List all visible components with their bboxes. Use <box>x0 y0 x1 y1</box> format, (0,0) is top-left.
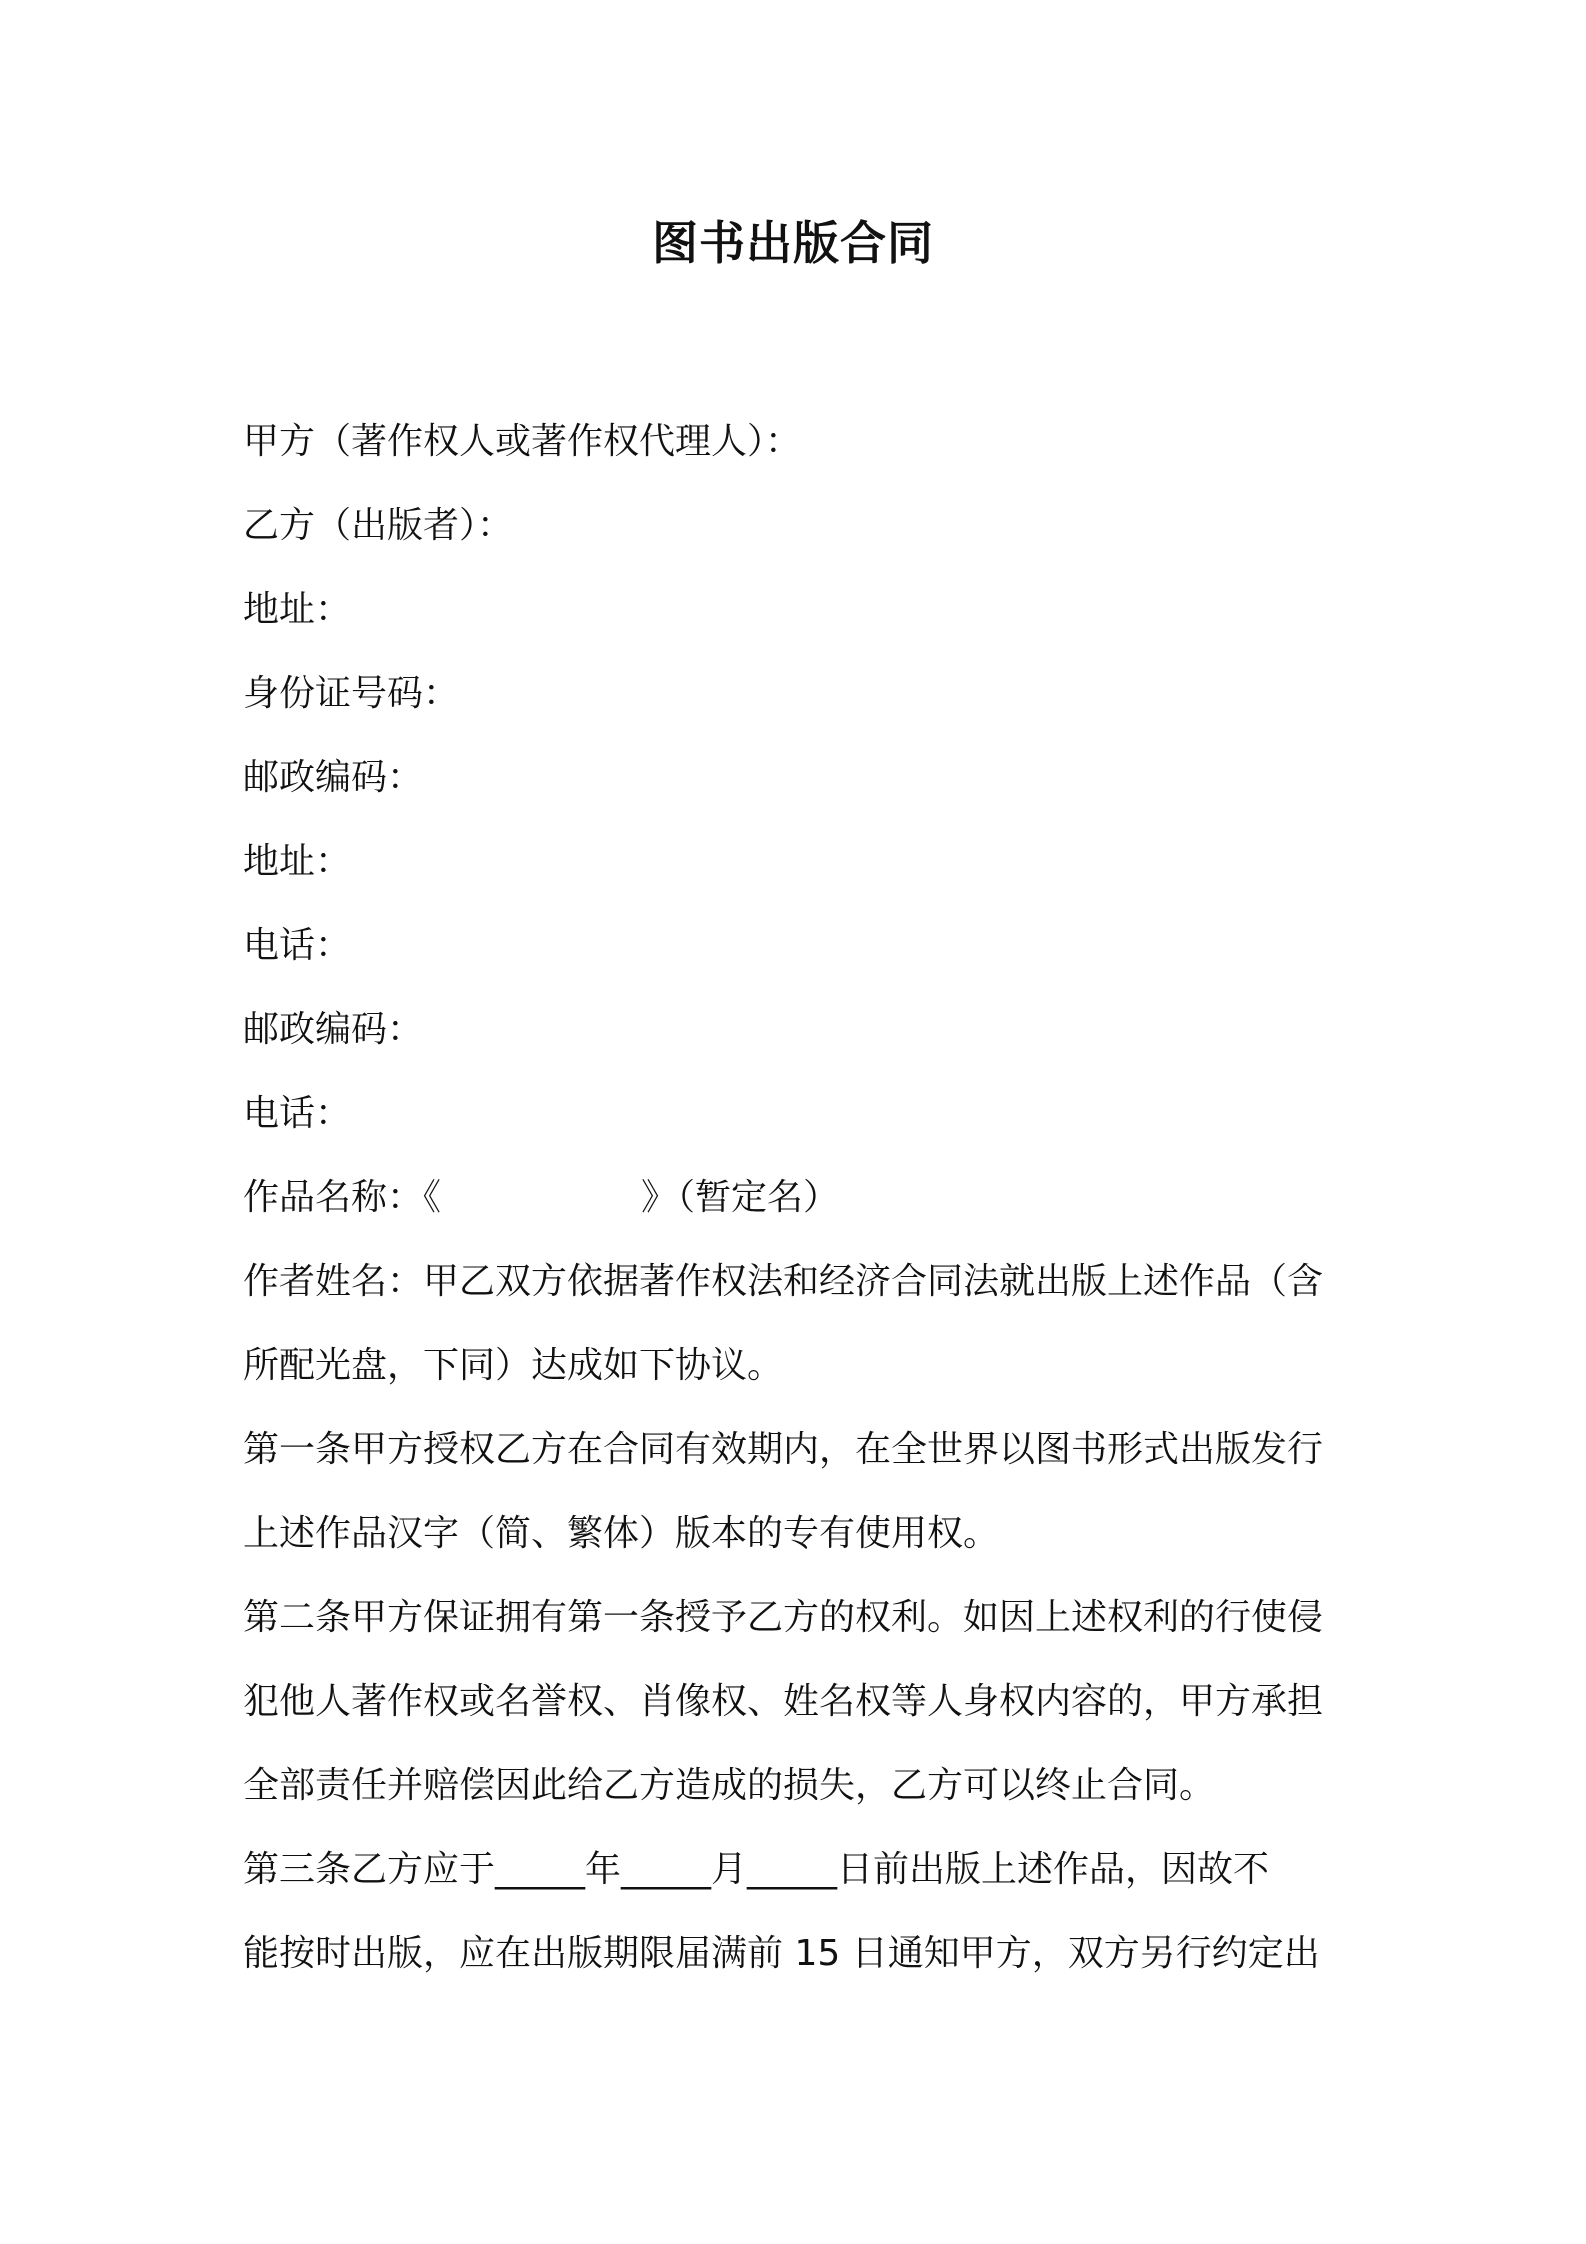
address-field-2: 地址： <box>243 841 352 882</box>
work-title-field <box>243 1156 1363 1240</box>
article-3-line-1: 第三条乙方应于_____年_____月_____日前出版上述作品，因故不 <box>243 1849 1270 1890</box>
work-title-prefix: 作品名称：《 <box>243 1177 442 1218</box>
author-paragraph-line-1: 作者姓名：甲乙双方依据著作权法和经济合同法就出版上述作品（含 <box>243 1261 1324 1302</box>
work-title-suffix: 》（暂定名） <box>641 1177 840 1218</box>
article-2-line-3: 全部责任并赔偿因此给乙方造成的损失，乙方可以终止合同。 <box>243 1765 1216 1806</box>
page-title: 图书出版合同 <box>652 216 934 270</box>
party-a-field: 甲方（著作权人或著作权代理人）： <box>243 421 802 462</box>
article-3-line-2: 能按时出版，应在出版期限届满前 15 日通知甲方，双方另行约定出 <box>243 1933 1320 1974</box>
article-1-line-1: 第一条甲方授权乙方在合同有效期内，在全世界以图书形式出版发行 <box>243 1429 1324 1470</box>
party-b-field: 乙方（出版者）： <box>243 505 514 546</box>
contract-body <box>243 400 1363 1996</box>
article-1-line-2: 上述作品汉字（简、繁体）版本的专有使用权。 <box>243 1513 1000 1554</box>
article-2-line-2: 犯他人著作权或名誉权、肖像权、姓名权等人身权内容的，甲方承担 <box>243 1681 1324 1722</box>
phone-field-2: 电话： <box>243 1093 352 1134</box>
author-paragraph-line-2: 所配光盘，下同）达成如下协议。 <box>243 1345 784 1386</box>
phone-field-1: 电话： <box>243 925 352 966</box>
address-field-1: 地址： <box>243 589 352 630</box>
article-2-line-1: 第二条甲方保证拥有第一条授予乙方的权利。如因上述权利的行使侵 <box>243 1597 1324 1638</box>
postal-code-field-2: 邮政编码： <box>243 1009 424 1050</box>
id-number-field: 身份证号码： <box>243 673 460 714</box>
postal-code-field-1: 邮政编码： <box>243 757 424 798</box>
